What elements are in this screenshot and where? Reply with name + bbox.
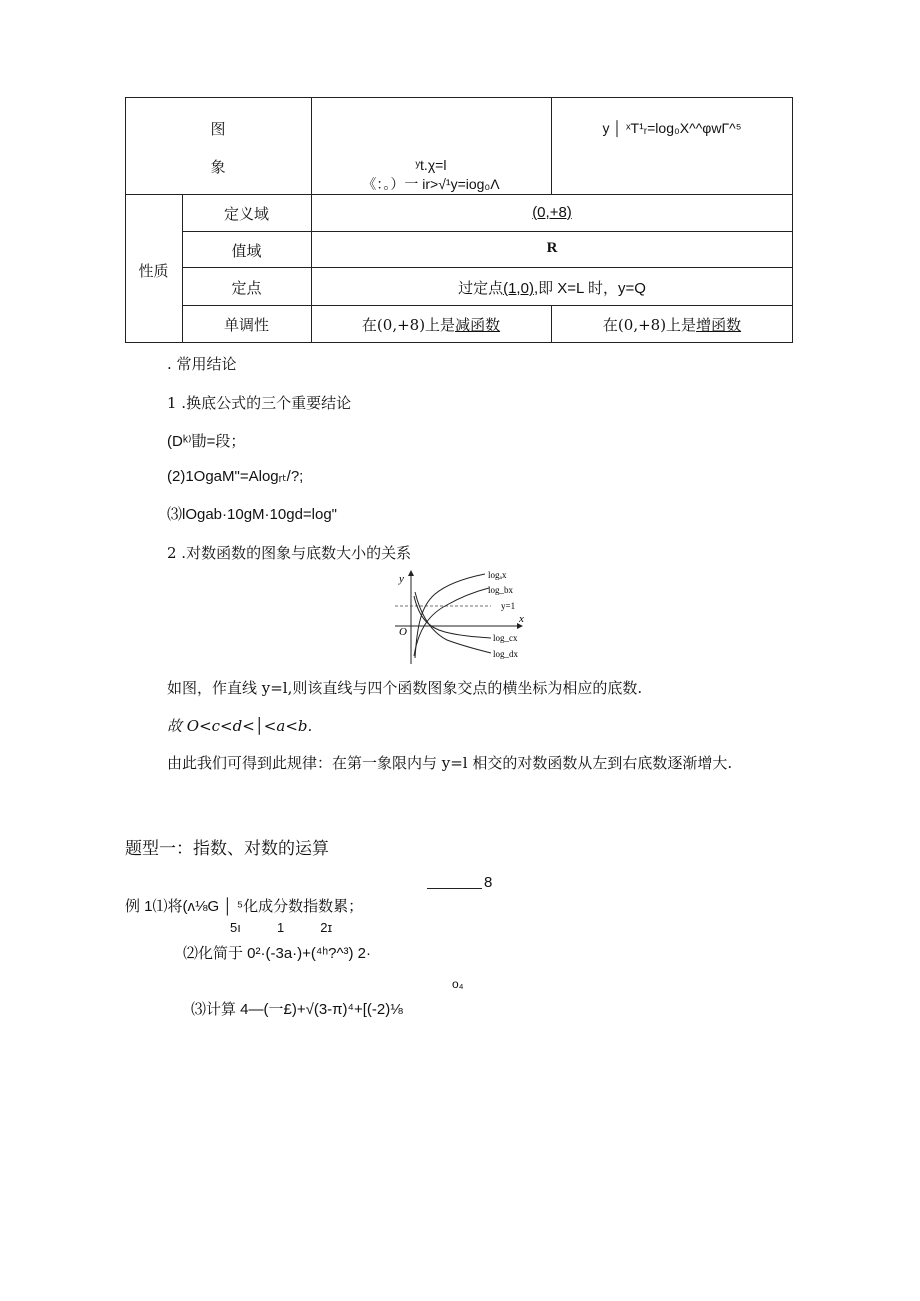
conclusion-item-1: 1 .换底公式的三个重要结论 [167,394,352,412]
monotonic-decreasing [311,314,551,335]
axis-y-label: y [399,573,404,585]
example-3-superscript: o₄ [452,977,464,991]
monotonic-increasing [551,314,793,335]
log-function-properties-table [125,97,793,343]
monotonic-label: 单调性 [223,316,269,334]
fixed-point-coord: (1,0) [503,280,534,297]
example-2-superscripts: 5ı 1 2ɪ [230,920,333,935]
formula-3: ⑶lOgab·10gM·10gd=log" [167,506,338,523]
curve-log-b [414,588,489,656]
curve-label-d: log_dx [493,649,519,659]
example-1-part-2: ⑵化简于 0²·(-3a·)+(⁴ʰ?^³) 2· [183,945,371,962]
explanation-paragraph-3: 由此我们可得到此规律：在第一象限内与 y=l 相交的对数函数从左到右底数逐渐增大. [167,754,733,772]
monotonic-left-value: 减函数 [455,316,501,334]
graph-left-caption-2: 《：。）一 ir>√¹y=iog₀Λ [362,176,500,192]
monotonic-right-prefix: 在(0,+8)上是 [602,316,697,334]
axis-x-label: x [519,613,524,625]
range-label: 值域 [231,242,262,260]
fixed-point-prefix: 过定点 [458,279,504,297]
conclusions-heading: . 常用结论 [167,355,237,373]
log-curves-figure [385,566,535,666]
fixed-point-suffix: ,即 X=L 时，y=Q [533,280,646,297]
graph-label-1: 图 [210,120,226,138]
monotonic-left-prefix: 在(0,+8)上是 [361,316,456,334]
domain-label: 定义域 [223,205,269,223]
domain-value: (0,+8) [532,204,572,221]
conclusion-item-2: 2 .对数函数的图象与底数大小的关系 [167,544,412,562]
properties-label: 性质 [138,262,169,280]
section-title: 题型一：指数、对数的运算 [125,839,329,859]
example-1-part-3: ⑶计算 4—(一£)+√(3-π)⁴+[(-2)⅛ [191,1001,403,1018]
range-value: R [546,240,558,256]
formula-2: (2)1OgaM"=Alogᵣₜ/?; [167,468,304,485]
formula-1: (Dᵏ⁾勖=段； [167,433,246,450]
curve-label-c: log_cx [493,633,518,643]
monotonic-right-value: 增函数 [696,316,742,334]
fraction-bar [427,888,482,889]
graph-left-caption-1: ʸt.χ=l [415,157,447,173]
curve-log-a [415,574,485,658]
example-top-number: 8 [484,874,493,891]
y-axis-arrow [408,570,414,576]
fixed-point-label: 定点 [231,279,262,297]
example-1-part-1: 例 1⑴将(ʌ⅛G │ ⁵化成分数指数累； [125,898,364,915]
graph-label-2: 象 [210,158,226,176]
graph-right-caption: y │ ˣT¹ᵣ=log₀X^^φwΓ^⁵ [602,120,742,136]
fixed-point-value [311,277,793,298]
curve-label-a: logₐx [488,570,507,580]
curve-label-b: log_bx [488,585,514,595]
explanation-paragraph-1: 如图，作直线 y=l,则该直线与四个函数图象交点的横坐标为相应的底数. [167,679,643,697]
origin-label: O [399,626,407,638]
explanation-paragraph-2: 故 O<c<d<│<a<b. [167,717,313,735]
hline-label: y=1 [501,601,516,611]
